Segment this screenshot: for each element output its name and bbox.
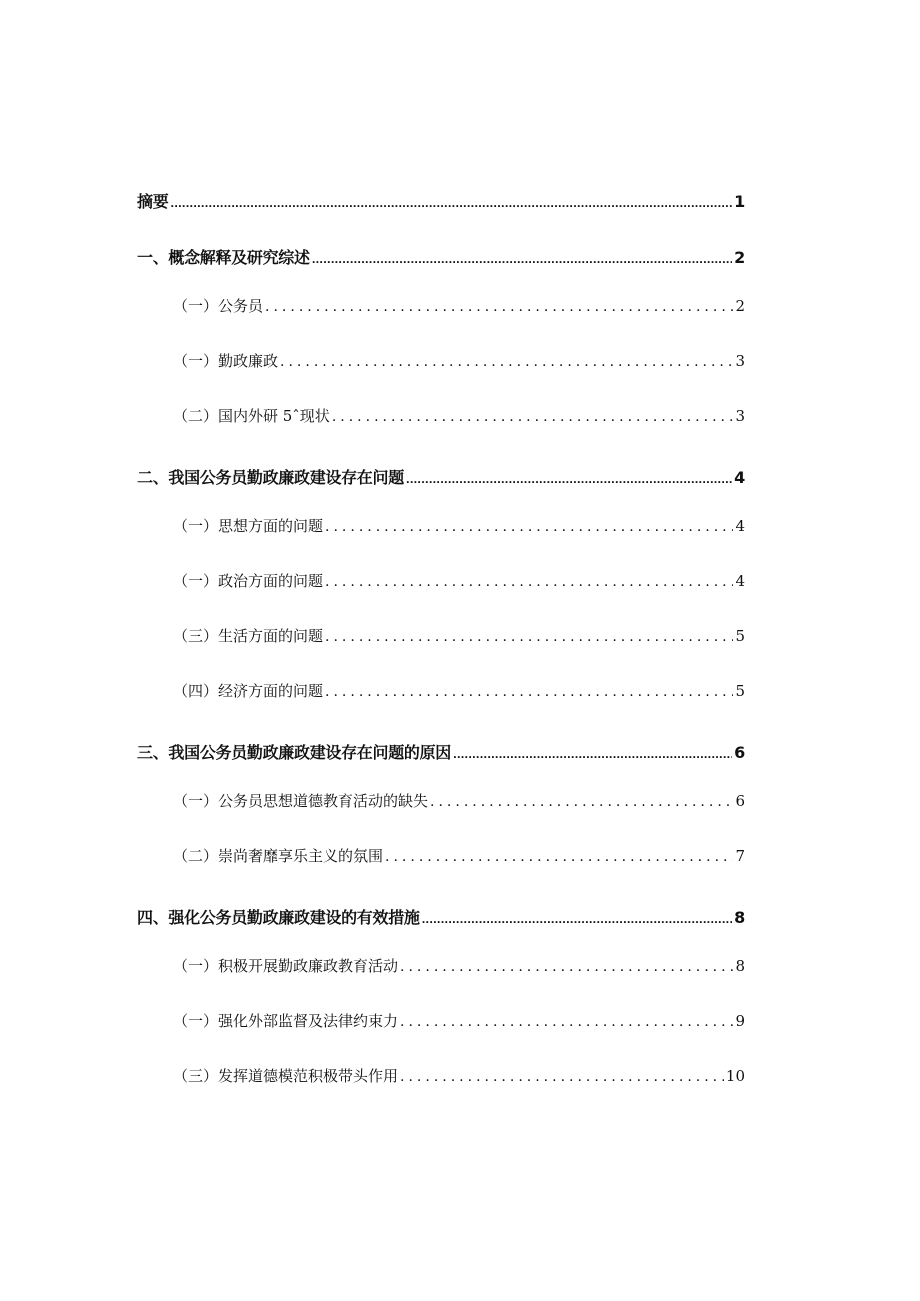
toc-entry[interactable] — [137, 189, 745, 212]
toc-entry[interactable] — [137, 905, 745, 928]
toc-entry-page: 6 — [735, 792, 745, 810]
toc-entry[interactable] — [173, 1010, 745, 1031]
dot-leader — [422, 916, 733, 926]
toc-entry-label: （二）国内外研 5ˆ现状 — [173, 407, 330, 425]
toc-entry-label: （一）积极开展勤政廉政教育活动 — [173, 957, 399, 975]
toc-entry[interactable] — [137, 465, 745, 488]
toc-entry-page: 8 — [735, 957, 745, 975]
toc-entry-page: 2 — [734, 248, 745, 267]
toc-entry-page: 1 — [734, 192, 745, 211]
toc-entry[interactable] — [173, 625, 745, 646]
toc-entry[interactable] — [173, 295, 745, 316]
toc-entry[interactable] — [173, 955, 745, 976]
toc-entry-label: （一）政治方面的问题 — [173, 572, 324, 590]
toc-entry-page: 5 — [735, 627, 745, 645]
dot-leader — [325, 629, 733, 643]
toc-entry[interactable] — [173, 1065, 745, 1086]
dot-leader — [312, 256, 732, 266]
toc-entry[interactable] — [173, 570, 745, 591]
toc-entry[interactable] — [173, 515, 745, 536]
dot-leader — [400, 959, 733, 973]
toc-entry-page: 4 — [735, 572, 745, 590]
toc-entry-label: （一）公务员思想道德教育活动的缺失 — [173, 792, 429, 810]
toc-entry[interactable] — [137, 740, 745, 763]
toc-entry-label: （三）发挥道德模范积极带头作用 — [173, 1067, 399, 1085]
dot-leader — [332, 409, 734, 423]
toc-entry-page: 9 — [735, 1012, 745, 1030]
toc-entry-label: 一、概念解释及研究综述 — [137, 248, 310, 267]
toc-entry-label: 三、我国公务员勤政廉政建设存在问题的原因 — [137, 743, 452, 762]
toc-entry-label: （二）崇尚奢靡享乐主义的氛围 — [173, 847, 384, 865]
toc-entry-page: 4 — [734, 468, 745, 487]
toc-entry-label: （一）勤政廉政 — [173, 352, 279, 370]
dot-leader — [453, 751, 732, 761]
toc-entry[interactable] — [173, 680, 745, 701]
toc-entry-label: （一）思想方面的问题 — [173, 517, 324, 535]
toc-entry-page: 4 — [735, 517, 745, 535]
dot-leader — [325, 519, 733, 533]
toc-entry-label: （一）强化外部监督及法律约束力 — [173, 1012, 399, 1030]
toc-entry-label: 摘要 — [137, 192, 169, 211]
toc-entry-page: 8 — [734, 908, 745, 927]
dot-leader — [400, 1014, 733, 1028]
toc-entry-page: 3 — [735, 352, 745, 370]
toc-entry-label: 二、我国公务员勤政廉政建设存在问题 — [137, 468, 404, 487]
dot-leader — [430, 794, 733, 808]
dot-leader — [325, 574, 733, 588]
dot-leader — [265, 299, 733, 313]
toc-entry-page: 5 — [735, 682, 745, 700]
toc-entry-page: 2 — [735, 297, 745, 315]
toc-entry-page: 3 — [735, 407, 745, 425]
toc-entry-page: 7 — [735, 847, 745, 865]
toc-entry-page: 6 — [734, 743, 745, 762]
toc-entry[interactable] — [137, 245, 745, 268]
dot-leader — [170, 200, 732, 210]
dot-leader — [385, 849, 733, 863]
toc-entry[interactable] — [173, 405, 745, 426]
toc-entry-page: 10 — [725, 1067, 745, 1085]
dot-leader — [280, 354, 733, 368]
toc-entry[interactable] — [173, 350, 745, 371]
dot-leader — [406, 476, 732, 486]
dot-leader — [400, 1069, 724, 1083]
toc-entry[interactable] — [173, 845, 745, 866]
toc-entry-label: （一）公务员 — [173, 297, 264, 315]
toc-entry-label: 四、强化公务员勤政廉政建设的有效措施 — [137, 908, 420, 927]
toc-entry-label: （三）生活方面的问题 — [173, 627, 324, 645]
toc-entry-label: （四）经济方面的问题 — [173, 682, 324, 700]
toc-entry[interactable] — [173, 790, 745, 811]
dot-leader — [325, 684, 733, 698]
